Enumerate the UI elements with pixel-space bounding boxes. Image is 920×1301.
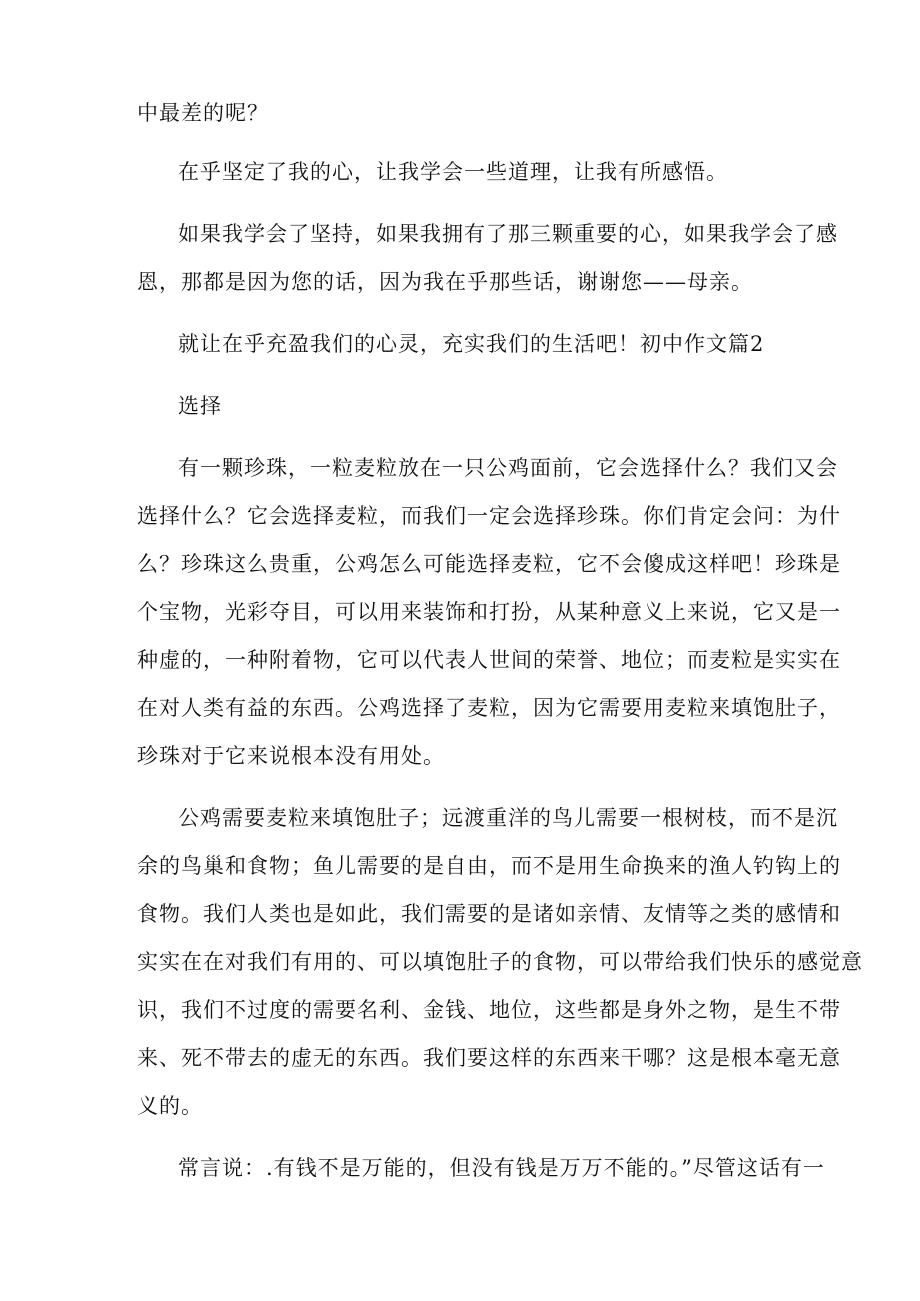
text-line: 常言说：.有钱不是万能的，但没有钱是万万不能的。”尽管这话有一 bbox=[178, 1156, 825, 1180]
text-line: 识，我们不过度的需要名利、金钱、地位，这些都是身外之物，是生不带 bbox=[137, 998, 841, 1022]
text-line: 义的。 bbox=[137, 1094, 203, 1118]
text-line: 在乎坚定了我的心，让我学会一些道理，让我有所感悟。 bbox=[178, 160, 728, 184]
text-line: 就让在乎充盈我们的心灵，充实我们的生活吧！初中作文篇2 bbox=[178, 332, 765, 356]
text-line: 在对人类有益的东西。公鸡选择了麦粒，因为它需要用麦粒来填饱肚子， bbox=[137, 696, 841, 720]
text-line: 实实在在对我们有用的、可以填饱肚子的食物，可以带给我们快乐的感觉意 bbox=[137, 950, 863, 974]
text-line: 恩，那都是因为您的话，因为我在乎那些话，谢谢您——母亲。 bbox=[137, 270, 753, 294]
text-line: 余的鸟巢和食物；鱼儿需要的是自由，而不是用生命换来的渔人钓钩上的 bbox=[137, 854, 841, 878]
text-line: 么？珍珠这么贵重，公鸡怎么可能选择麦粒，它不会傻成这样吧！珍珠是 bbox=[137, 552, 841, 576]
text-line: 有一颗珍珠，一粒麦粒放在一只公鸡面前，它会选择什么？我们又会 bbox=[178, 456, 838, 480]
text-line: 珍珠对于它来说根本没有用处。 bbox=[137, 744, 445, 768]
text-line: 中最差的呢？ bbox=[137, 101, 269, 125]
text-line: 来、死不带去的虚无的东西。我们要这样的东西来干哪？这是根本毫无意 bbox=[137, 1046, 841, 1070]
text-line: 公鸡需要麦粒来填饱肚子；远渡重洋的鸟儿需要一根树枝，而不是沉 bbox=[178, 806, 838, 830]
text-line: 食物。我们人类也是如此，我们需要的是诸如亲情、友情等之类的感情和 bbox=[137, 902, 841, 926]
text-line: 个宝物，光彩夺目，可以用来装饰和打扮，从某种意义上来说，它又是一 bbox=[137, 600, 841, 624]
text-line: 选择什么？它会选择麦粒，而我们一定会选择珍珠。你们肯定会问：为什 bbox=[137, 504, 841, 528]
text-line: 种虚的，一种附着物，它可以代表人世间的荣誉、地位；而麦粒是实实在 bbox=[137, 648, 841, 672]
text-line: 如果我学会了坚持，如果我拥有了那三颗重要的心，如果我学会了感 bbox=[178, 222, 838, 246]
section-title: 选择 bbox=[178, 394, 222, 418]
